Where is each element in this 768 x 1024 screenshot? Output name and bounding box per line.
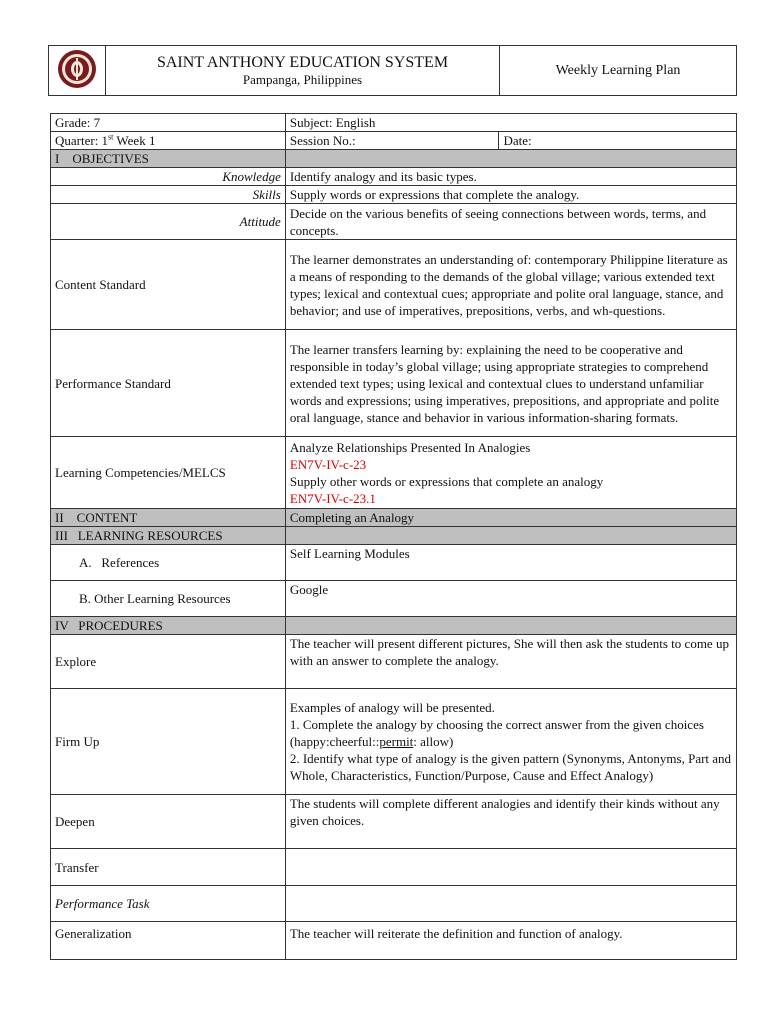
transfer-label: Transfer: [51, 849, 286, 886]
explore-row: [51, 635, 737, 689]
performance-task-row: [51, 886, 737, 922]
date-cell: Date:: [499, 132, 737, 150]
performance-standard-label: Performance Standard: [51, 330, 286, 437]
quarter-prefix: Quarter: 1: [55, 133, 109, 148]
firmup-line-2-b: : allow): [413, 734, 454, 749]
attitude-value: Decide on the various benefits of seeing connections between words, terms, and concepts.: [285, 204, 736, 240]
content-standard-value: The learner demonstrates an understanding of: contemporary Philippine literature as a means of responding to the demands of the global village; various extended text types; lexical and contextual cues; appropriate and polite oral language, stance, and behavior; and use of imperatives, prepositions, verbs, and wh-questions.: [285, 240, 736, 330]
firmup-line-2-underlined: permit: [379, 734, 414, 749]
other-resources-value: Google: [285, 581, 736, 617]
references-value: Self Learning Modules: [285, 545, 736, 581]
objectives-heading: I OBJECTIVES: [51, 150, 286, 168]
knowledge-row: [51, 168, 737, 186]
explore-label: Explore: [51, 635, 286, 689]
quarter-suffix: Week 1: [113, 133, 156, 148]
competencies-label: Learning Competencies/MELCS: [51, 437, 286, 509]
performance-task-label: Performance Task: [51, 886, 286, 922]
generalization-value: The teacher will reiterate the definition and function of analogy.: [285, 922, 736, 960]
generalization-label: Generalization: [51, 922, 286, 960]
logo-cell: [49, 46, 106, 96]
attitude-row: [51, 204, 737, 240]
other-resources-row: [51, 581, 737, 617]
procedures-heading: IV PROCEDURES: [51, 617, 286, 635]
firmup-row: [51, 689, 737, 795]
quarter-sup: st: [108, 132, 114, 142]
resources-heading-row: [51, 527, 737, 545]
generalization-row: [51, 922, 737, 960]
deepen-value: The students will complete different analogies and identify their kinds without any given choices.: [285, 795, 736, 849]
school-location: Pampanga, Philippines: [242, 72, 363, 87]
procedures-heading-row: [51, 617, 737, 635]
content-value: Completing an Analogy: [285, 509, 736, 527]
competencies-row: [51, 437, 737, 509]
objectives-heading-row: [51, 150, 737, 168]
performance-standard-value: The learner transfers learning by: explaining the need to be cooperative and responsible in today’s global village; using appropriate strategies to comprehend extended text types; using lexical and contextual clues to understand unfamiliar words and expressions; using imperatives, prepositions, and appropriate and polite oral language, stance and behavior in various information-sharing formats.: [285, 330, 736, 437]
resources-heading: III LEARNING RESOURCES: [51, 527, 286, 545]
school-cell: [106, 46, 500, 96]
firmup-value: [285, 689, 736, 795]
school-seal-logo: [57, 49, 97, 89]
resources-heading-fill: [285, 527, 736, 545]
procedures-heading-fill: [285, 617, 736, 635]
content-standard-row: [51, 240, 737, 330]
school-name: SAINT ANTHONY EDUCATION SYSTEM: [156, 54, 449, 71]
learning-plan-table: [50, 113, 737, 960]
transfer-value: [285, 849, 736, 886]
competency-code-1: EN7V-IV-c-23: [289, 456, 367, 472]
firmup-line-3: 2. Identify what type of analogy is the given pattern (Synonyms, Antonyms, Part and Whole, Characteristics, Function/Purpose, Cause and Effect Analogy): [289, 751, 732, 783]
firmup-line-1: Examples of analogy will be presented.: [289, 700, 495, 715]
other-resources-label: B. Other Learning Resources: [51, 581, 286, 617]
deepen-label: Deepen: [51, 795, 286, 849]
deepen-row: [51, 795, 737, 849]
competency-2: Supply other words or expressions that complete an analogy: [289, 473, 604, 489]
competency-1: Analyze Relationships Presented In Analogies: [289, 439, 531, 455]
attitude-label: Attitude: [51, 204, 286, 240]
references-row: [51, 545, 737, 581]
content-standard-label: Content Standard: [51, 240, 286, 330]
header-table: [48, 45, 737, 96]
subject-cell: Subject: English: [285, 114, 736, 132]
performance-standard-row: [51, 330, 737, 437]
objectives-heading-fill: [285, 150, 736, 168]
grade-cell: Grade: 7: [51, 114, 286, 132]
explore-value: The teacher will present different pictures, She will then ask the students to come up with an answer to complete the analogy.: [285, 635, 736, 689]
knowledge-label: Knowledge: [51, 168, 286, 186]
competency-code-2: EN7V-IV-c-23.1: [289, 490, 376, 506]
quarter-row: [51, 132, 737, 150]
content-heading-row: [51, 509, 737, 527]
skills-row: [51, 186, 737, 204]
content-heading: II CONTENT: [51, 509, 286, 527]
firmup-line-2: [290, 716, 732, 750]
firmup-line-2-a: 1. Complete the analogy by choosing the correct answer from the given choices (happy:cheerful::: [289, 717, 704, 749]
knowledge-value: Identify analogy and its basic types.: [285, 168, 736, 186]
firmup-label: Firm Up: [51, 689, 286, 795]
competencies-value: [285, 437, 736, 509]
skills-label: Skills: [51, 186, 286, 204]
grade-row: [51, 114, 737, 132]
skills-value: Supply words or expressions that complete the analogy.: [285, 186, 736, 204]
quarter-cell: [51, 132, 286, 150]
session-cell: Session No.:: [285, 132, 499, 150]
plan-title: Weekly Learning Plan: [500, 46, 737, 96]
performance-task-value: [285, 886, 736, 922]
references-label: A. References: [51, 545, 286, 581]
transfer-row: [51, 849, 737, 886]
